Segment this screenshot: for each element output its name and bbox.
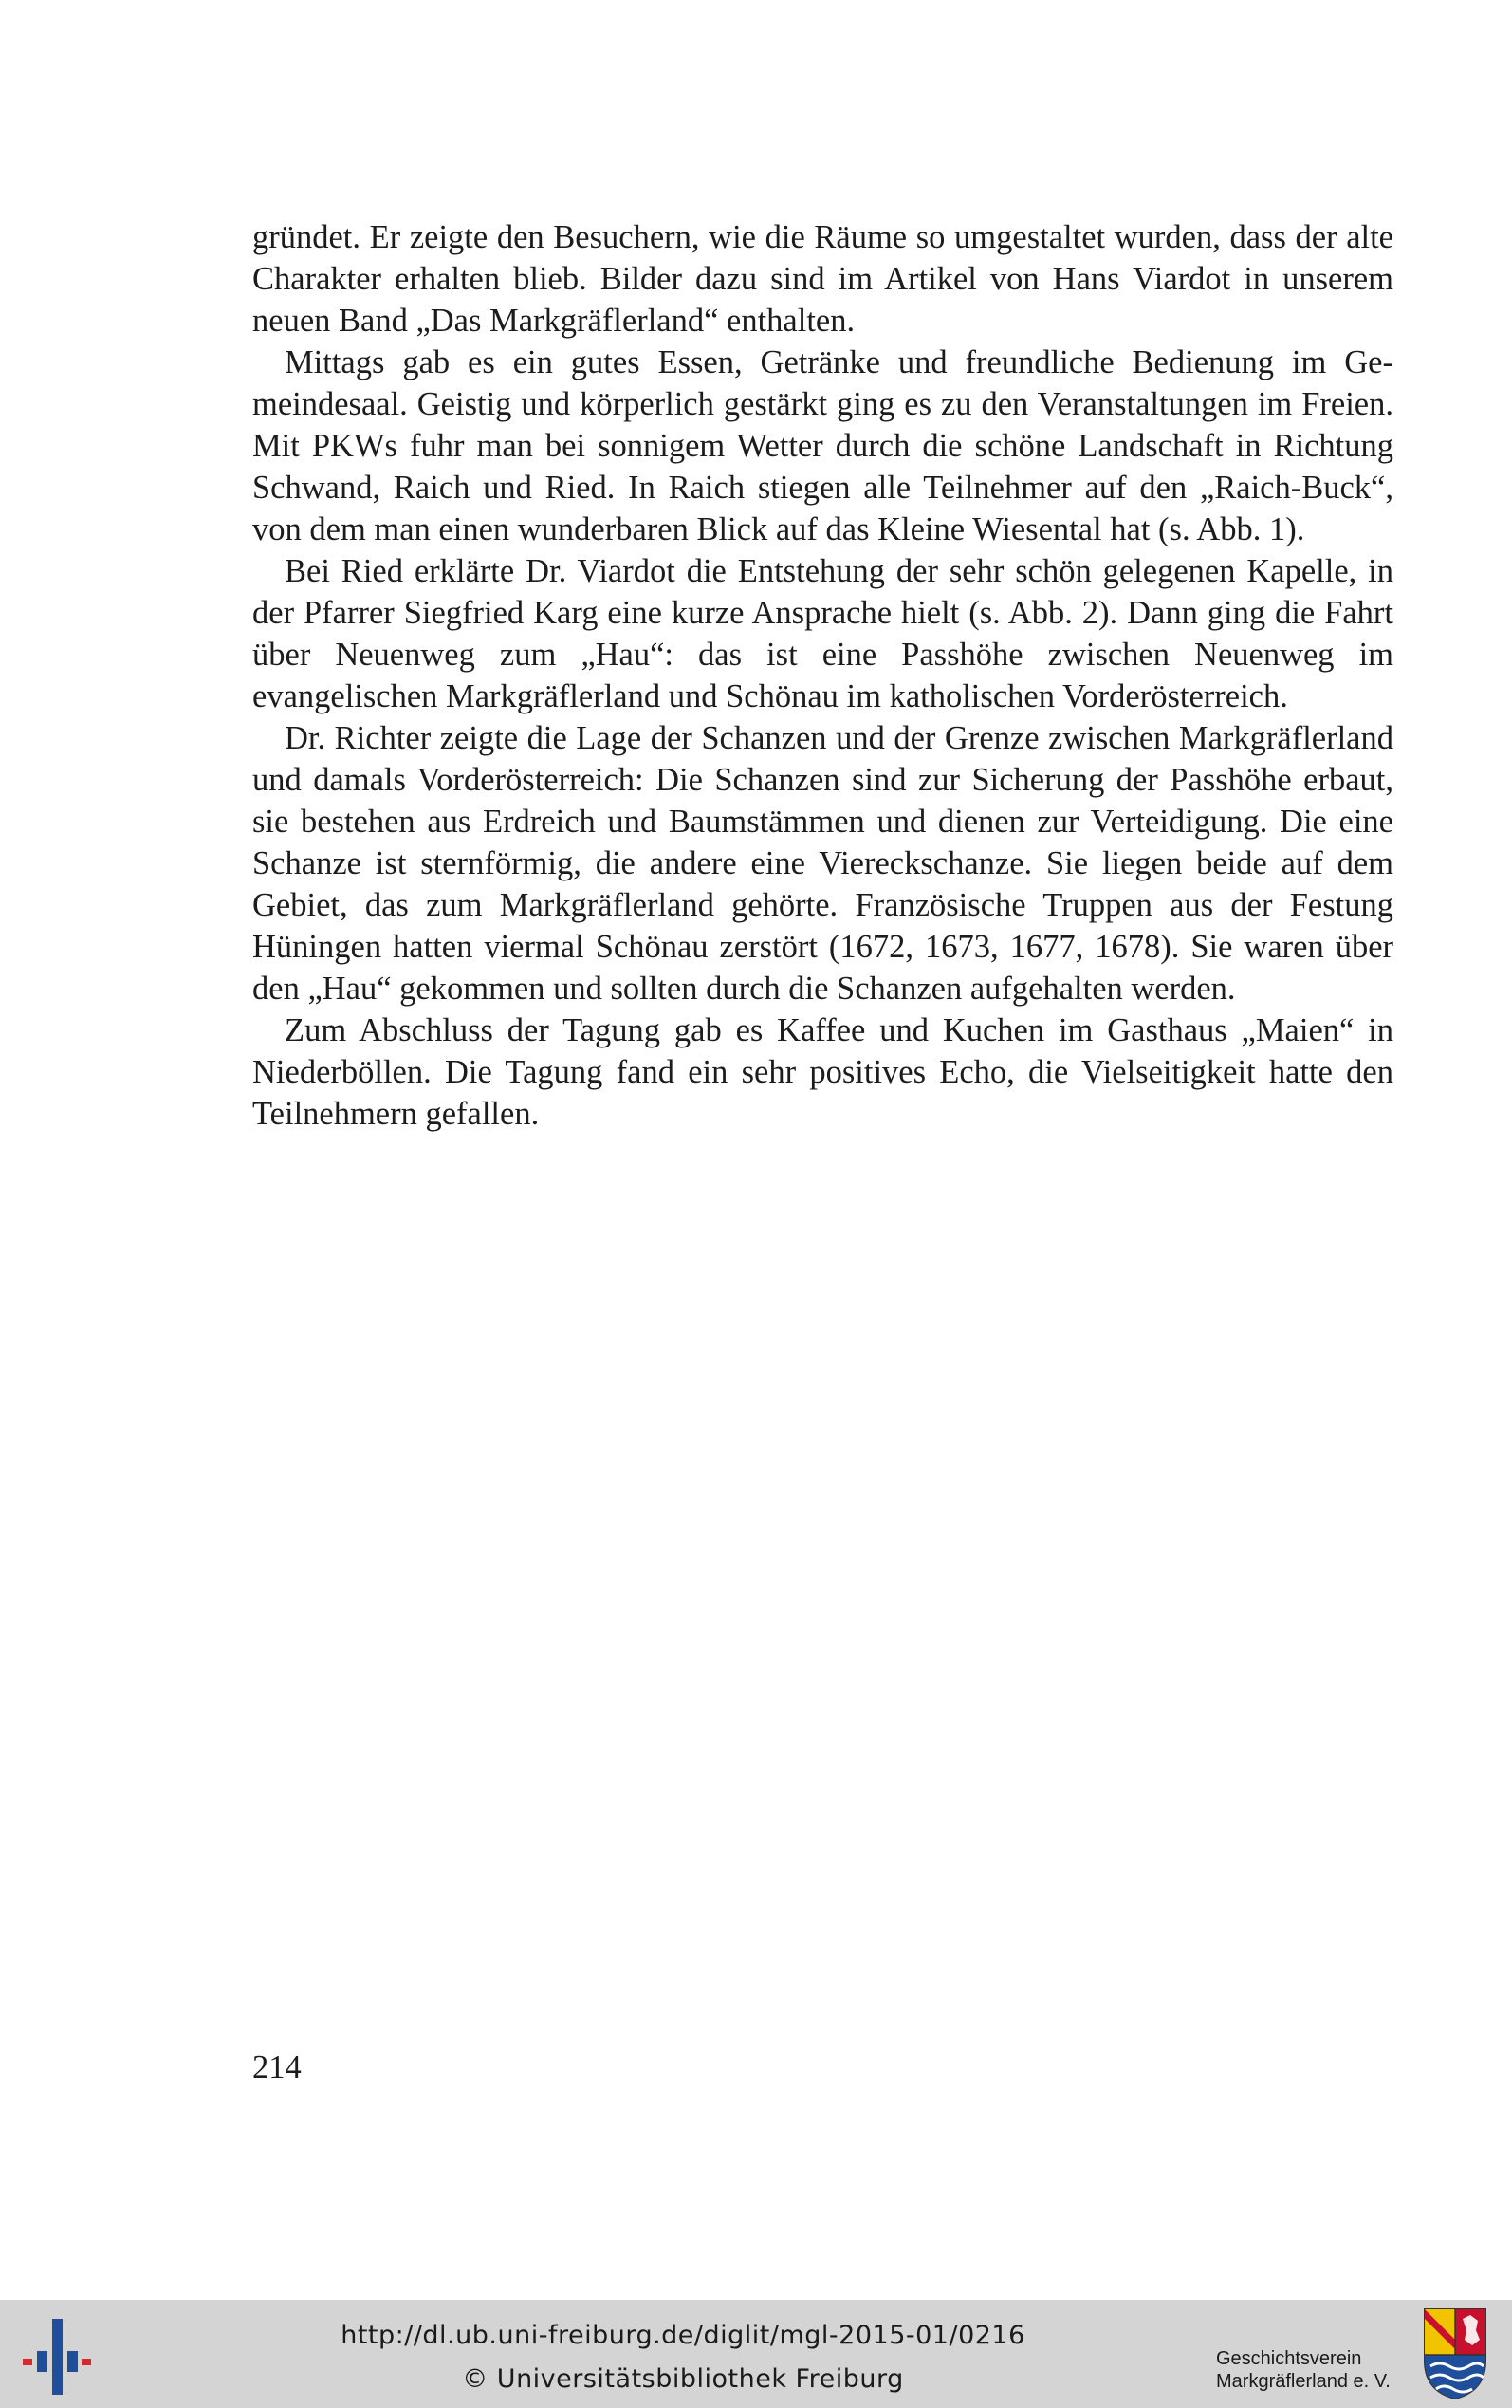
paragraph: gründet. Er zeigte den Besuchern, wie die Räume so umgestaltet wurden, dass der alte Charakter erhalten blieb. Bilder dazu sind im Artikel von Hans Viardot in unserem neuen Band „Das Markgräflerland“ enthalten. <box>252 219 1393 339</box>
paragraph: Zum Abschluss der Tagung gab es Kaffee und Kuchen im Gasthaus „Maien“ in Niederböllen. Die Tagung fand ein sehr positives Echo, die Vielseitigkeit hatte den Teilnehmern gefallen. <box>252 1012 1393 1132</box>
page-number: 214 <box>252 2049 302 2085</box>
paragraph: Mittags gab es ein gutes Essen, Getränke und freundliche Bedienung im Gemeindesaal. Geistig und körperlich gestärkt ging es zu den Veranstaltungen im Freien. Mit PKWs fuhr man bei sonnigem Wetter durch die schöne Landschaft in Richtung Schwand, Raich und Ried. In Raich stiegen alle Teilnehmer auf den „Raich-Buck“, von dem man einen wunderbaren Blick auf das Kleine Wiesental hat (s. Abb. 1). <box>252 344 1393 547</box>
society-name-line2: Markgräflerland e. V. <box>1216 2371 1391 2392</box>
coat-of-arms-icon <box>1423 2307 1487 2400</box>
body-text <box>252 216 1393 1135</box>
paragraph: Bei Ried erklärte Dr. Viardot die Entstehung der sehr schön gelegenen Kapelle, in der Pfarrer Siegfried Karg eine kurze Ansprache hielt (s. Abb. 2). Dann ging die Fahrt über Neuenweg zum „Hau“: das ist eine Passhöhe zwischen Neuenweg im evangelischen Markgräflerland und Schönau im katholischen Vorderösterreich. <box>252 553 1393 714</box>
society-name-line1: Geschichtsverein <box>1216 2348 1362 2369</box>
copyright-text: © Universitätsbibliothek Freiburg <box>462 2364 904 2394</box>
paragraph: Dr. Richter zeigte die Lage der Schanzen und der Grenze zwischen Markgräflerland und damals Vorderösterreich: Die Schanzen sind zur Sicherung der Passhöhe erbaut, sie bestehen aus Erdreich und Baumstämmen und dienen zur Verteidigung. Die eine Schanze ist sternförmig, die andere eine Viereckschanze. Sie liegen beide auf dem Gebiet, das zum Markgräflerland gehörte. Französische Truppen aus der Festung Hüningen hatten viermal Schönau zerstört (1672, 1673, 1677, 1678). Sie waren über den „Hau“ gekommen und sollten durch die Schanzen aufgehalten werden. <box>252 720 1393 1007</box>
ub-freiburg-logo-icon <box>19 2309 95 2399</box>
footer-url-link[interactable]: http://dl.ub.uni-freiburg.de/diglit/mgl-2015-01/0216 <box>341 2321 1025 2350</box>
society-name <box>1216 2347 1391 2393</box>
